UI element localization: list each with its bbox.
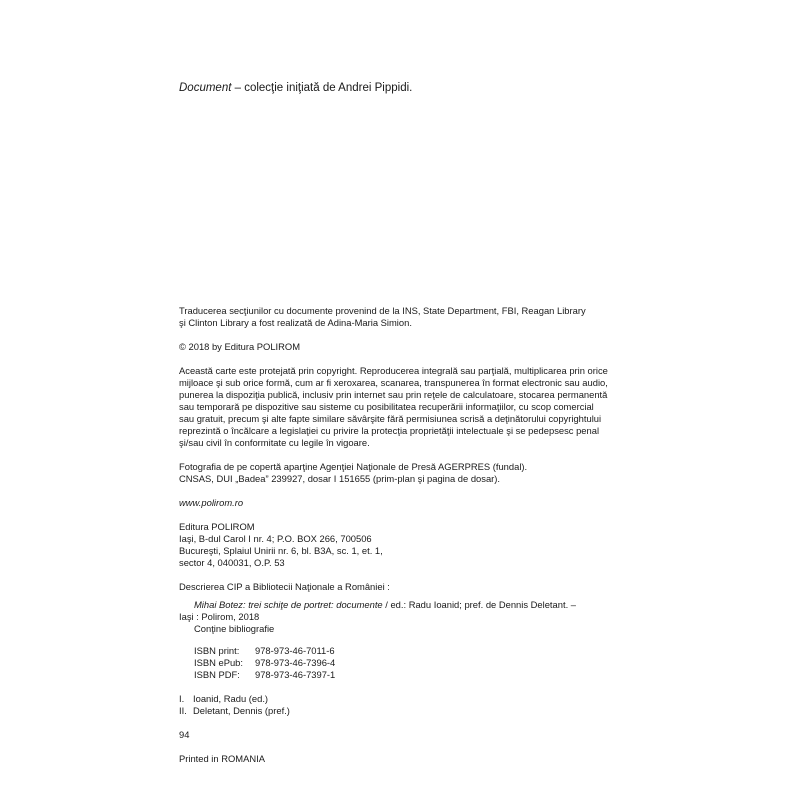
text-line: punerea la dispoziţia publică, inclusiv prin internet sau prin reţele de calculatoare, stocarea permanentă (179, 389, 608, 400)
publisher-address (179, 521, 623, 569)
entry-number: I. (179, 693, 185, 704)
isbn-list (194, 645, 623, 681)
printed-block (179, 753, 623, 765)
cip-entry (179, 693, 623, 705)
publisher-name: Editura POLIROM (179, 521, 255, 532)
text-line: şi Clinton Library a fost realizată de Adina-Maria Simion. (179, 317, 412, 328)
series-description: – colecţie iniţiată de Andrei Pippidi. (231, 82, 413, 94)
isbn-label: ISBN ePub: (194, 657, 243, 668)
book-title: Mihai Botez: trei schiţe de portret: documente (194, 599, 383, 610)
cip-note: Conţine bibliografie (194, 623, 275, 634)
text-line: mijloace şi sub orice formă, cum ar fi xeroxarea, scanarea, transpunerea în format electronic sau audio, (179, 377, 608, 388)
colophon-content (179, 305, 623, 777)
cip-entry (179, 705, 623, 717)
copyright-text: © 2018 by Editura POLIROM (179, 341, 301, 352)
address-line: Bucureşti, Splaiul Unirii nr. 6, bl. B3A, sc. 1, et. 1, (179, 545, 383, 556)
isbn-label: ISBN PDF: (194, 669, 240, 680)
text-line: sau temporară pe dispozitive sau sisteme cu posibilitatea recuperării informaţiilor, cu scop comercial (179, 401, 594, 412)
title-responsibility: / ed.: Radu Ioanid; pref. de Dennis Deletant. – (382, 599, 576, 610)
isbn-row (194, 645, 623, 657)
isbn-row (194, 669, 623, 681)
isbn-label: ISBN print: (194, 645, 240, 656)
copyright-line (179, 341, 623, 353)
isbn-value: 978-973-46-7397-1 (255, 669, 336, 680)
classification-block (179, 729, 623, 741)
cip-title-line (194, 599, 623, 611)
isbn-value: 978-973-46-7011-6 (255, 645, 335, 656)
isbn-row (194, 657, 623, 669)
address-line: sector 4, 040031, O.P. 53 (179, 557, 285, 568)
text-line: şi/sau civil în conformitate cu legile în vigoare. (179, 437, 370, 448)
printed-in: Printed in ROMANIA (179, 753, 265, 764)
website-block (179, 497, 623, 509)
text-line: CNSAS, DUI „Badea” 239927, dosar I 151655 (prim-plan şi pagina de dosar). (179, 473, 501, 484)
series-name: Document (179, 82, 232, 94)
address-line: Iaşi, B-dul Carol I nr. 4; P.O. BOX 266, 700506 (179, 533, 372, 544)
cover-photo-credit (179, 461, 623, 485)
website-link[interactable]: www.polirom.ro (179, 497, 244, 508)
text-line: reprezintă o încălcare a legislaţiei cu privire la protecţia proprietăţii intelectuale şi se pedepsesc penal (179, 425, 600, 436)
cip-details (179, 623, 623, 681)
cip-body (179, 599, 623, 611)
copyright-notice (179, 365, 623, 449)
text-line: Această carte este protejată prin copyright. Reproducerea integrală sau parţială, multiplicarea prin orice (179, 365, 608, 376)
isbn-value: 978-973-46-7396-4 (255, 657, 336, 668)
cip-heading: Descrierea CIP a Bibliotecii Naţionale a României : (179, 581, 390, 592)
cip-record (179, 581, 623, 681)
entry-text: Deletant, Dennis (pref.) (193, 705, 290, 716)
text-line: Traducerea secţiunilor cu documente provenind de la INS, State Department, FBI, Reagan Library (179, 305, 586, 316)
text-line: sau gratuit, precum şi alte fapte similare săvârşite fără permisiunea scrisă a deţinătorului copyrightului (179, 413, 602, 424)
classification-code: 94 (179, 729, 190, 740)
entry-text: Ioanid, Radu (ed.) (193, 693, 269, 704)
series-line (179, 82, 412, 94)
cip-entries (179, 693, 623, 717)
text-line: Fotografia de pe copertă aparţine Agenţiei Naţionale de Presă AGERPRES (fundal). (179, 461, 528, 472)
cip-imprint: Iaşi : Polirom, 2018 (179, 611, 260, 622)
translation-credit (179, 305, 623, 329)
entry-number: II. (179, 705, 187, 716)
